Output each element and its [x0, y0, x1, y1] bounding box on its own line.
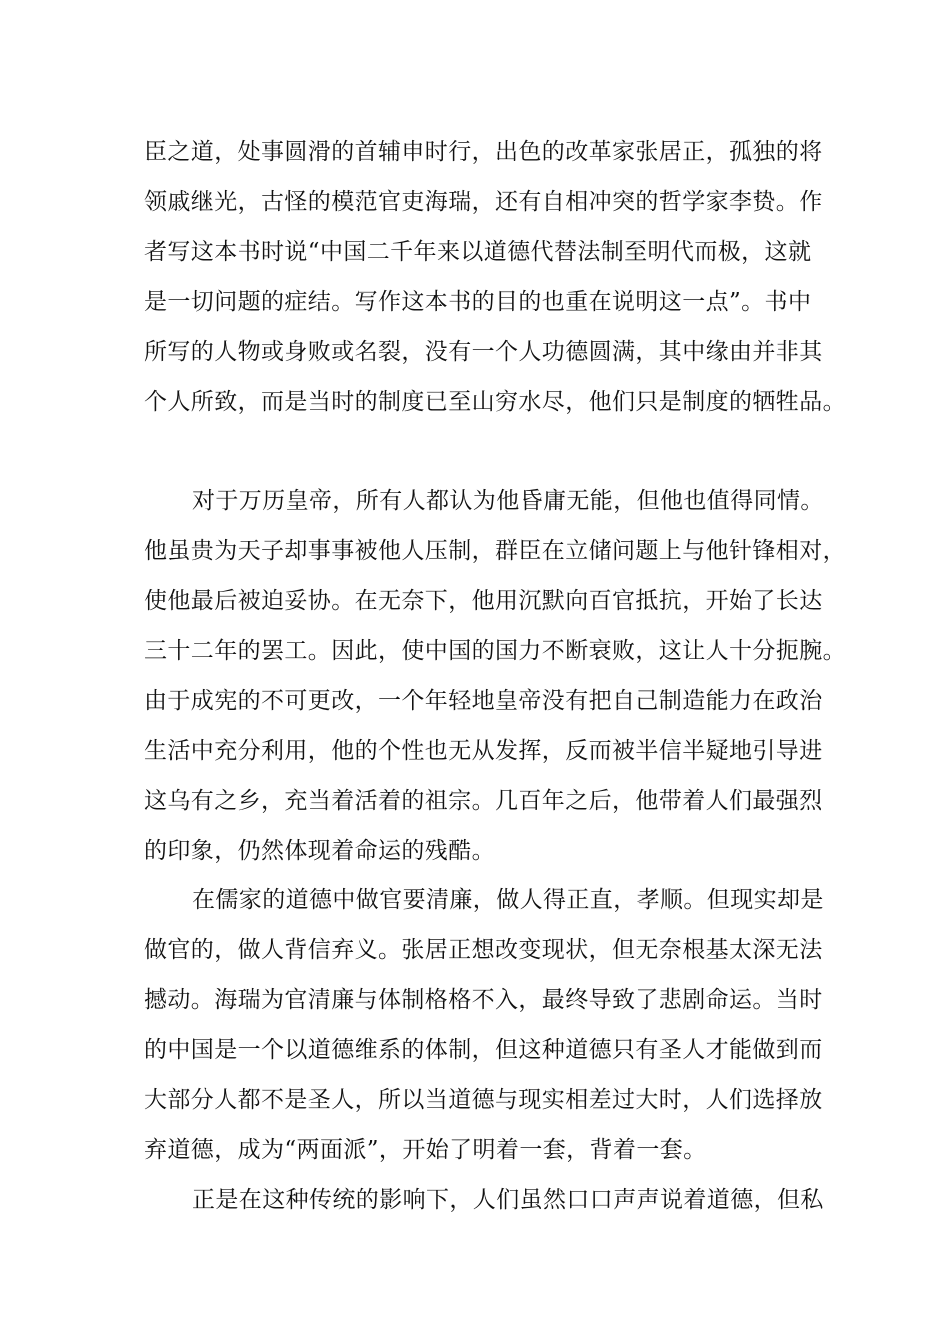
paragraph-1-line-5: 所写的人物或身败或名裂，没有一个人功德圆满，其中缘由并非其 — [144, 339, 823, 365]
paragraph-2-line-3: 使他最后被迫妥协。在无奈下，他用沉默向百官抵抗，开始了长达 — [144, 588, 823, 614]
paragraph-2-line-8: 的印象，仍然体现着命运的残酷。 — [144, 838, 495, 864]
paragraph-3-line-3: 撼动。海瑞为官清廉与体制格格不入，最终导致了悲剧命运。当时 — [144, 987, 823, 1013]
paragraph-4-line-1: 正是在这种传统的影响下，人们虽然口口声声说着道德，但私 — [192, 1187, 824, 1213]
paragraph-3-line-4: 的中国是一个以道德维系的体制，但这种道德只有圣人才能做到而 — [144, 1037, 823, 1063]
paragraph-3-line-5: 大部分人都不是圣人，所以当道德与现实相差过大时，人们选择放 — [144, 1087, 823, 1113]
paragraph-1-line-3: 者写这本书时说“中国二千年来以道德代替法制至明代而极，这就 — [144, 239, 812, 265]
paragraph-1-line-2: 领戚继光，古怪的模范官吏海瑞，还有自相冲突的哲学家李贽。作 — [144, 189, 823, 215]
paragraph-2-line-4: 三十二年的罢工。因此，使中国的国力不断衰败，这让人十分扼腕。 — [144, 638, 846, 664]
paragraph-1-line-6: 个人所致，而是当时的制度已至山穷水尽，他们只是制度的牺牲品。 — [144, 389, 846, 415]
paragraph-2-line-2: 他虽贵为天子却事事被他人压制，群臣在立储问题上与他针锋相对， — [144, 538, 846, 564]
paragraph-2-line-6: 生活中充分利用，他的个性也无从发挥，反而被半信半疑地引导进 — [144, 738, 823, 764]
paragraph-2-line-5: 由于成宪的不可更改，一个年轻地皇帝没有把自己制造能力在政治 — [144, 688, 823, 714]
paragraph-2-line-7: 这乌有之乡，充当着活着的祖宗。几百年之后，他带着人们最强烈 — [144, 788, 823, 814]
paragraph-2-line-1: 对于万历皇帝，所有人都认为他昏庸无能，但他也值得同情。 — [192, 488, 824, 514]
paragraph-3-line-2: 做官的，做人背信弃义。张居正想改变现状，但无奈根基太深无法 — [144, 937, 823, 963]
paragraph-3-line-6: 弃道德，成为“两面派”，开始了明着一套，背着一套。 — [144, 1137, 707, 1163]
paragraph-1-line-4: 是一切问题的症结。写作这本书的目的也重在说明这一点”。书中 — [144, 289, 812, 315]
paragraph-3-line-1: 在儒家的道德中做官要清廉，做人得正直，孝顺。但现实却是 — [192, 887, 824, 913]
paragraph-1-line-1: 臣之道，处事圆滑的首辅申时行，出色的改革家张居正，孤独的将 — [144, 139, 823, 165]
